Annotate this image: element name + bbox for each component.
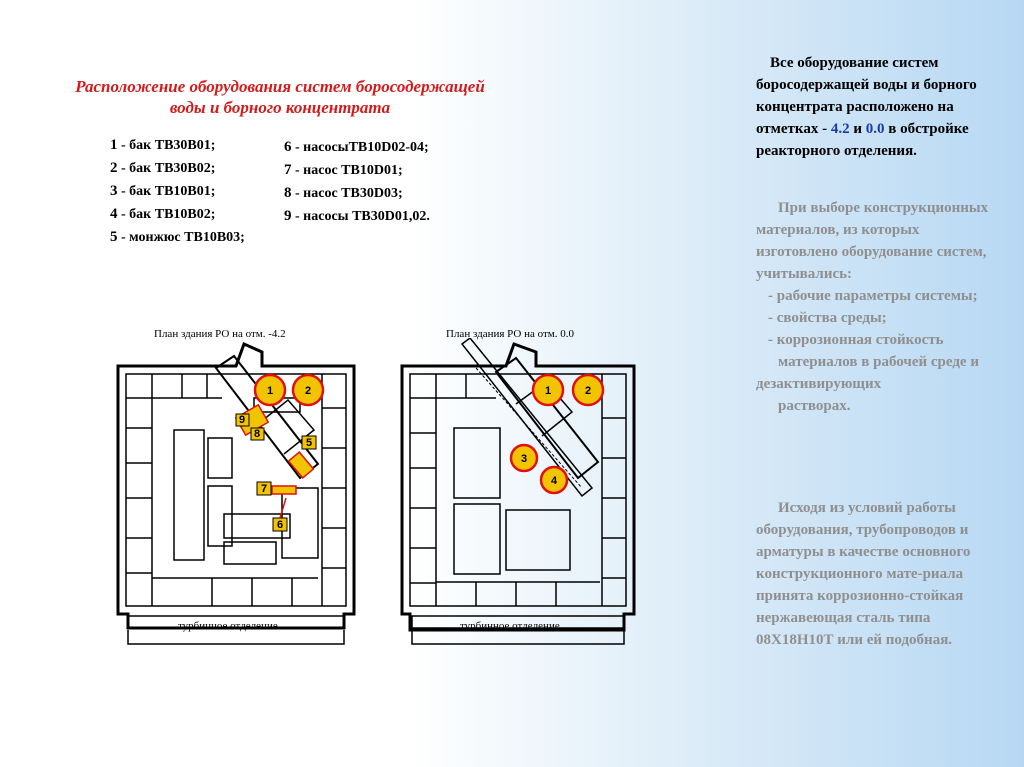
legend-item: 5 - монжюс TB10B03; xyxy=(110,229,245,245)
tank-1-label: 1 xyxy=(544,385,552,397)
legend-item: 7 - насос TB10D01; xyxy=(284,162,403,178)
plan-left-title: План здания РО на отм. -4.2 xyxy=(154,328,286,340)
inner-wall xyxy=(126,374,346,606)
legend-item: 2 - бак TB30B02; xyxy=(110,160,216,176)
criteria-item: - коррозионная стойкость xyxy=(768,332,944,348)
tank-3-label: 3 xyxy=(520,453,528,465)
legend-item: 8 - насос TB30D03; xyxy=(284,185,403,201)
legend-item: 3 - бак TB10B01; xyxy=(110,183,216,199)
legend-item: 1 - бак TB30B01; xyxy=(110,137,216,153)
floor-plan-right xyxy=(396,338,646,648)
tank-2-label: 2 xyxy=(584,385,592,397)
marker-8-label: 8 xyxy=(253,428,261,440)
tank-1-label: 1 xyxy=(266,385,274,397)
criteria-item: - свойства среды; xyxy=(768,310,887,326)
plan-left-footer: турбинное отделение xyxy=(178,620,278,632)
materials-paragraph: При выборе конструкционных материалов, из которых изготовлено оборудование систем, учитывались: - рабочие параметры системы; - свойства среды; - коррозионная стойкость материалов в рабочей среде и дезактивирующих растворах. xyxy=(756,197,996,417)
tank-2-label: 2 xyxy=(304,385,312,397)
marker-5-label: 5 xyxy=(305,437,313,449)
plan-right-title: План здания РО на отм. 0.0 xyxy=(446,328,574,340)
marker-9-label: 9 xyxy=(238,414,246,426)
legend-right xyxy=(284,136,454,228)
criteria-item: - рабочие параметры системы; xyxy=(768,288,978,304)
marker-7-label: 7 xyxy=(260,483,268,495)
elevation-value-2: 0.0 xyxy=(865,121,885,137)
marker-6-label: 6 xyxy=(276,519,284,531)
title-line-2: воды и борного концентрата xyxy=(169,98,391,117)
conclusion-paragraph: Исходя из условий работы оборудования, трубопроводов и арматуры в качестве основного конструкционного мате-риала принята коррозионно-стойкая нержавеющая сталь типа 08Х18Н10Т или ей подобная. xyxy=(756,500,971,648)
elevation-value-1: 4.2 xyxy=(830,121,850,137)
tank-4-label: 4 xyxy=(550,475,558,487)
inner-wall xyxy=(410,374,626,606)
plan-right-footer: турбинное отделение xyxy=(460,620,560,632)
diagram-title xyxy=(20,76,540,118)
legend-item: 6 - насосыTB10D02-04; xyxy=(284,139,429,155)
legend-left xyxy=(110,134,280,249)
legend-item: 9 - насосы TB30D01,02. xyxy=(284,208,430,224)
summary-paragraph: Все оборудование систем боросодержащей воды и борного концентрата расположено на отметках - 4.2 и 0.0 в обстройке реакторного отделения. xyxy=(756,55,977,159)
title-line-1: Расположение оборудования систем боросодержащей xyxy=(75,77,485,96)
legend-item: 4 - бак TB10B02; xyxy=(110,206,216,222)
floor-plan-left xyxy=(112,338,362,648)
